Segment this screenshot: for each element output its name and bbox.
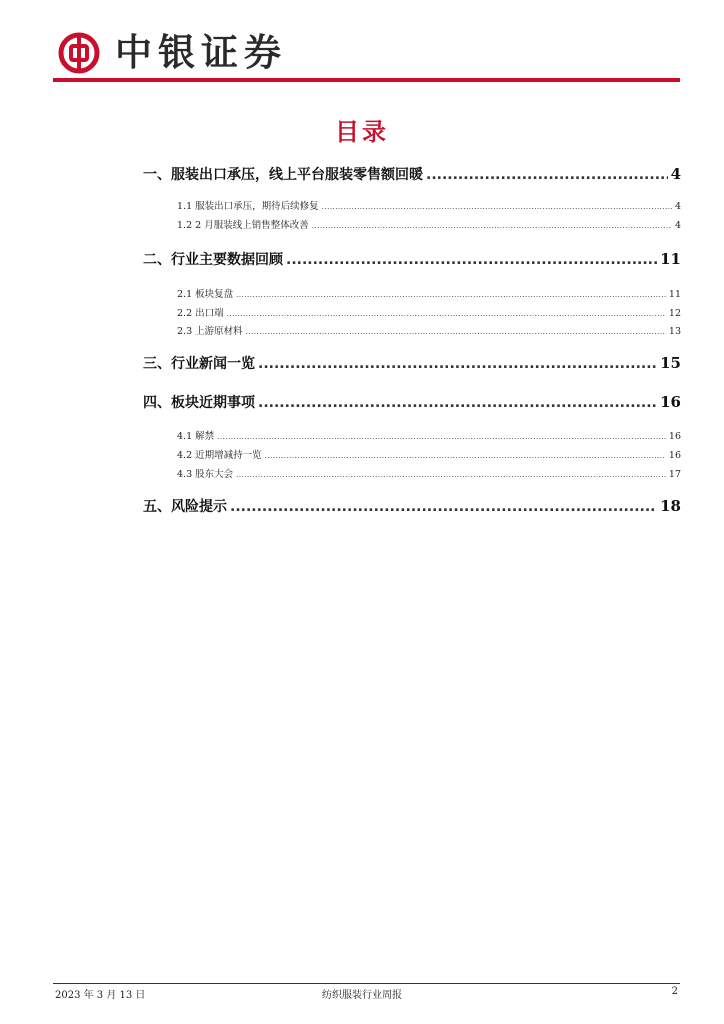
toc-subentry[interactable] (177, 323, 681, 337)
toc-entry-label: 4.3 股东大会 (177, 469, 234, 480)
toc-entry-label: 三、行业新闻一览 (143, 356, 255, 372)
toc-title: 目录 (335, 118, 389, 146)
toc-subentry[interactable] (177, 286, 681, 300)
toc-leader-dots (258, 356, 657, 372)
toc-entry-page: 15 (660, 354, 681, 372)
toc-entry-label: 4.2 近期增减持一览 (177, 450, 262, 461)
toc-leader-dots (312, 222, 672, 230)
toc-entry-label: 1.2 2 月服装线上销售整体改善 (177, 220, 309, 231)
toc-entry-label: 1.1 服装出口承压，期待后续修复 (177, 201, 319, 212)
toc-leader-dots (236, 291, 666, 299)
toc-entry-page: 11 (660, 250, 681, 268)
toc-leader-dots (258, 395, 657, 411)
toc-entry-page: 12 (668, 308, 681, 319)
toc-entry-label: 二、行业主要数据回顾 (143, 252, 283, 268)
footer-date: 2023 年 3 月 13 日 (55, 990, 146, 1001)
toc-entry-label: 四、板块近期事项 (143, 395, 255, 411)
toc-leader-dots (236, 471, 666, 479)
toc-leader-dots (426, 167, 668, 183)
toc-entry[interactable] (143, 392, 681, 412)
toc-entry-label: 2.2 出口端 (177, 308, 224, 319)
toc-leader-dots (230, 499, 657, 515)
toc-subentry[interactable] (177, 198, 681, 212)
toc-entry-label: 2.1 板块复盘 (177, 289, 234, 300)
toc-subentry[interactable] (177, 217, 681, 231)
brand-name: 中银证券 (115, 31, 287, 74)
toc-entry-label: 一、服装出口承压，线上平台服装零售额回暖 (143, 167, 423, 183)
footer-divider (53, 983, 680, 984)
toc-entry-label: 五、风险提示 (143, 499, 227, 515)
toc-leader-dots (217, 433, 666, 441)
toc-entry[interactable] (143, 353, 681, 373)
toc-leader-dots (286, 252, 657, 268)
toc-entry-page: 16 (668, 431, 681, 442)
toc-entry[interactable] (143, 249, 681, 269)
toc-leader-dots (322, 203, 672, 211)
toc-entry-page: 17 (668, 469, 681, 480)
toc-subentry[interactable] (177, 466, 681, 480)
toc-entry-label: 2.3 上游原材料 (177, 326, 243, 337)
toc-leader-dots (246, 328, 666, 336)
toc-leader-dots (227, 310, 666, 318)
toc-entry-label: 4.1 解禁 (177, 431, 215, 442)
toc-entry-page: 16 (660, 393, 681, 411)
toc-entry-page: 4 (674, 201, 681, 212)
toc-subentry[interactable] (177, 447, 681, 461)
toc-subentry[interactable] (177, 305, 681, 319)
toc-entry-page: 18 (660, 497, 681, 515)
header-divider (53, 78, 680, 82)
toc-entry[interactable] (143, 496, 681, 516)
toc-leader-dots (265, 452, 666, 460)
toc-entry-page: 4 (670, 165, 681, 183)
toc-subentry[interactable] (177, 428, 681, 442)
toc-entry-page: 11 (668, 289, 681, 300)
bank-of-china-logo-icon (58, 32, 100, 74)
toc-entry-page: 16 (668, 450, 681, 461)
toc-entry-page: 4 (674, 220, 681, 231)
toc-entry-page: 13 (668, 326, 681, 337)
page-header (53, 28, 680, 82)
footer-report-name: 纺织服装行业周报 (322, 990, 402, 1001)
footer-page-number: 2 (671, 986, 678, 997)
toc-entry[interactable] (143, 164, 681, 184)
